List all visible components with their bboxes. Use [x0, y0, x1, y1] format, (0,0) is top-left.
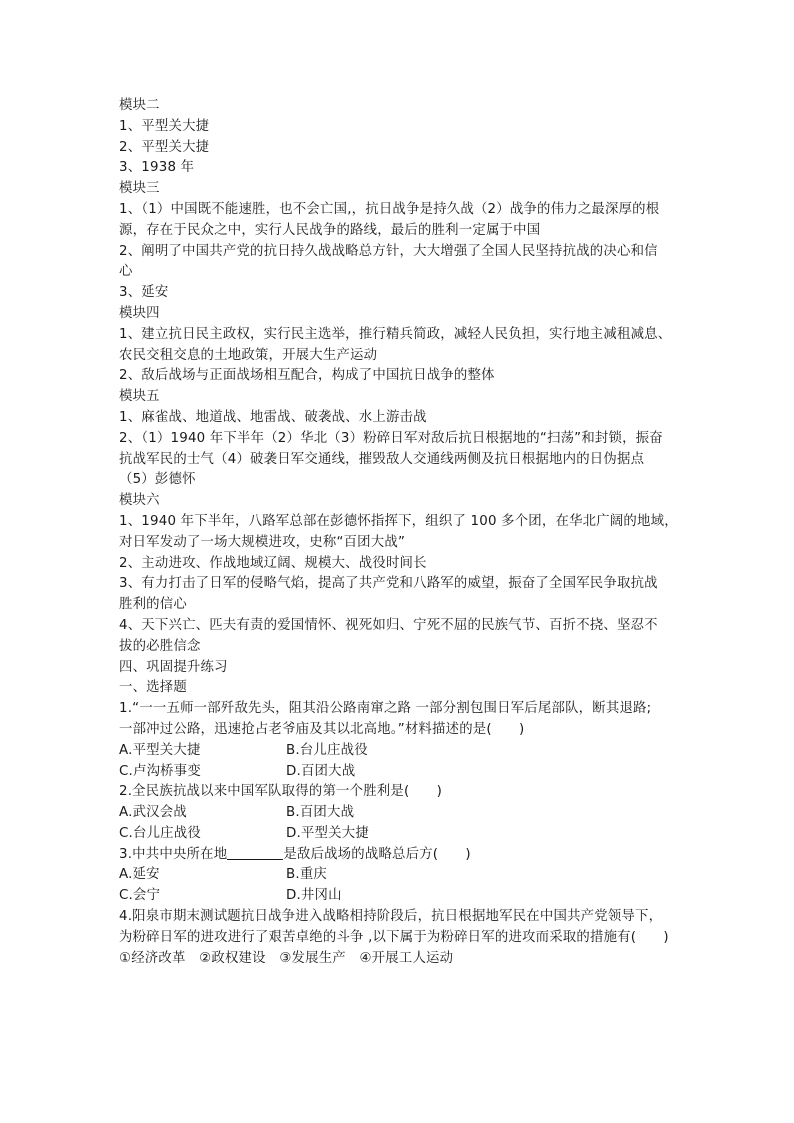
- section-heading: 模块四: [119, 305, 160, 321]
- answer-line: 源，存在于民众之中，实行人民战争的路线，最后的胜利一定属于中国: [119, 222, 541, 238]
- answer-line: （5）彭德怀: [119, 472, 196, 488]
- option-row: [119, 803, 689, 824]
- option-row: [119, 824, 689, 845]
- section-heading: 一、选择题: [119, 680, 187, 696]
- fill-blank: [227, 845, 283, 860]
- section-heading: 模块二: [119, 98, 160, 113]
- option-a[interactable]: A.平型关大捷: [119, 742, 201, 758]
- section-heading: 四、巩固提升练习: [119, 659, 228, 675]
- option-c[interactable]: C.会宁: [119, 888, 161, 904]
- answer-line: 1、麻雀战、地道战、地雷战、破袭战、水上游击战: [119, 409, 427, 425]
- stem-prefix: 3.中共中央所在地: [119, 846, 228, 862]
- answer-line: 2、主动进攻、作战地域辽阔、规模大、战役时间长: [119, 555, 427, 571]
- answer-line: 拔的必胜信念: [119, 638, 201, 654]
- answer-line: 农民交租交息的土地政策，开展大生产运动: [119, 347, 378, 363]
- question-items: ①经济改革 ②政权建设 ③发展生产 ④开展工人运动: [119, 950, 454, 966]
- answer-line: 2、平型关大捷: [119, 139, 210, 155]
- section-heading: 模块三: [119, 181, 160, 197]
- answer-line: 3、延安: [119, 285, 169, 301]
- section-heading: 模块六: [119, 493, 160, 509]
- answer-line: 心: [119, 264, 133, 280]
- question-stem: 一部冲过公路，迅速抢占老爷庙及其以北高地。”材料描述的是( ): [119, 721, 525, 737]
- option-a[interactable]: A.延安: [119, 867, 160, 883]
- answer-line: 3、1938 年: [119, 160, 195, 176]
- answer-line: 对日军发动了一场大规模进攻，史称“百团大战”: [119, 534, 406, 550]
- option-d[interactable]: D.百团大战: [286, 763, 356, 779]
- question-2: [119, 782, 689, 844]
- stem-suffix: 是敌后战场的战略总后方( ): [283, 846, 471, 862]
- option-row: [119, 865, 689, 886]
- answer-line: 2、敌后战场与正面战场相互配合，构成了中国抗日战争的整体: [119, 368, 495, 384]
- answer-line: 2、阐明了中国共产党的抗日持久战战略总方针，大大增强了全国人民坚持抗战的决心和信: [119, 243, 658, 259]
- answer-line: 1、1940 年下半年，八路军总部在彭德怀指挥下，组织了 100 多个团，在华北广阔的地域，: [119, 513, 678, 529]
- document-body: [119, 96, 689, 969]
- question-stem: 4.阳泉市期末测试题抗日战争进入战略相持阶段后，抗日根据地军民在中国共产党领导下，: [119, 909, 663, 925]
- option-row: [119, 886, 689, 907]
- question-stem: 1.“一一五师一部歼敌先头，阻其沿公路南窜之路 一部分割包围日军后尾部队，断其退路;: [119, 701, 652, 717]
- answer-line: 1、平型关大捷: [119, 118, 210, 134]
- answer-line: 胜利的信心: [119, 597, 187, 613]
- answer-line: 2、（1）1940 年下半年（2）华北（3）粉碎日军对敌后抗日根据地的“扫荡”和封锁，振奋: [119, 430, 663, 446]
- option-c[interactable]: C.台儿庄战役: [119, 825, 201, 841]
- option-d[interactable]: D.平型关大捷: [286, 825, 369, 841]
- question-stem: 2.全民族抗战以来中国军队取得的第一个胜利是( ): [119, 784, 443, 800]
- option-row: [119, 762, 689, 783]
- answer-line: 1、建立抗日民主政权，实行民主选举，推行精兵简政，减轻人民负担，实行地主减租减息、: [119, 326, 672, 342]
- question-3: [119, 845, 689, 907]
- option-b[interactable]: B.重庆: [286, 867, 328, 883]
- answer-line: 3、有力打击了日军的侵略气焰，提高了共产党和八路军的威望，振奋了全国军民争取抗战: [119, 576, 658, 592]
- question-4: [119, 907, 689, 969]
- answer-line: 1、（1）中国既不能速胜，也不会亡国,，抗日战争是持久战（2）战争的伟力之最深厚的根: [119, 201, 660, 217]
- answer-line: 4、天下兴亡、匹夫有责的爱国情怀、视死如归、宁死不屈的民族气节、百折不挠、坚忍不: [119, 617, 658, 633]
- option-a[interactable]: A.武汉会战: [119, 805, 187, 821]
- option-d[interactable]: D.井冈山: [286, 888, 342, 904]
- section-heading: 模块五: [119, 389, 160, 405]
- option-c[interactable]: C.卢沟桥事变: [119, 763, 201, 779]
- question-stem: 为粉碎日军的进攻进行了艰苦卓绝的斗争 ,以下属于为粉碎日军的进攻而采取的措施有( ): [119, 929, 669, 945]
- question-1: [119, 699, 689, 782]
- answer-line: 抗战军民的士气（4）破袭日军交通线，摧毁敌人交通线两侧及抗日根据地内的日伪据点: [119, 451, 645, 467]
- option-b[interactable]: B.台儿庄战役: [286, 742, 368, 758]
- question-stem: [119, 845, 689, 866]
- option-row: [119, 741, 689, 762]
- option-b[interactable]: B.百团大战: [286, 805, 355, 821]
